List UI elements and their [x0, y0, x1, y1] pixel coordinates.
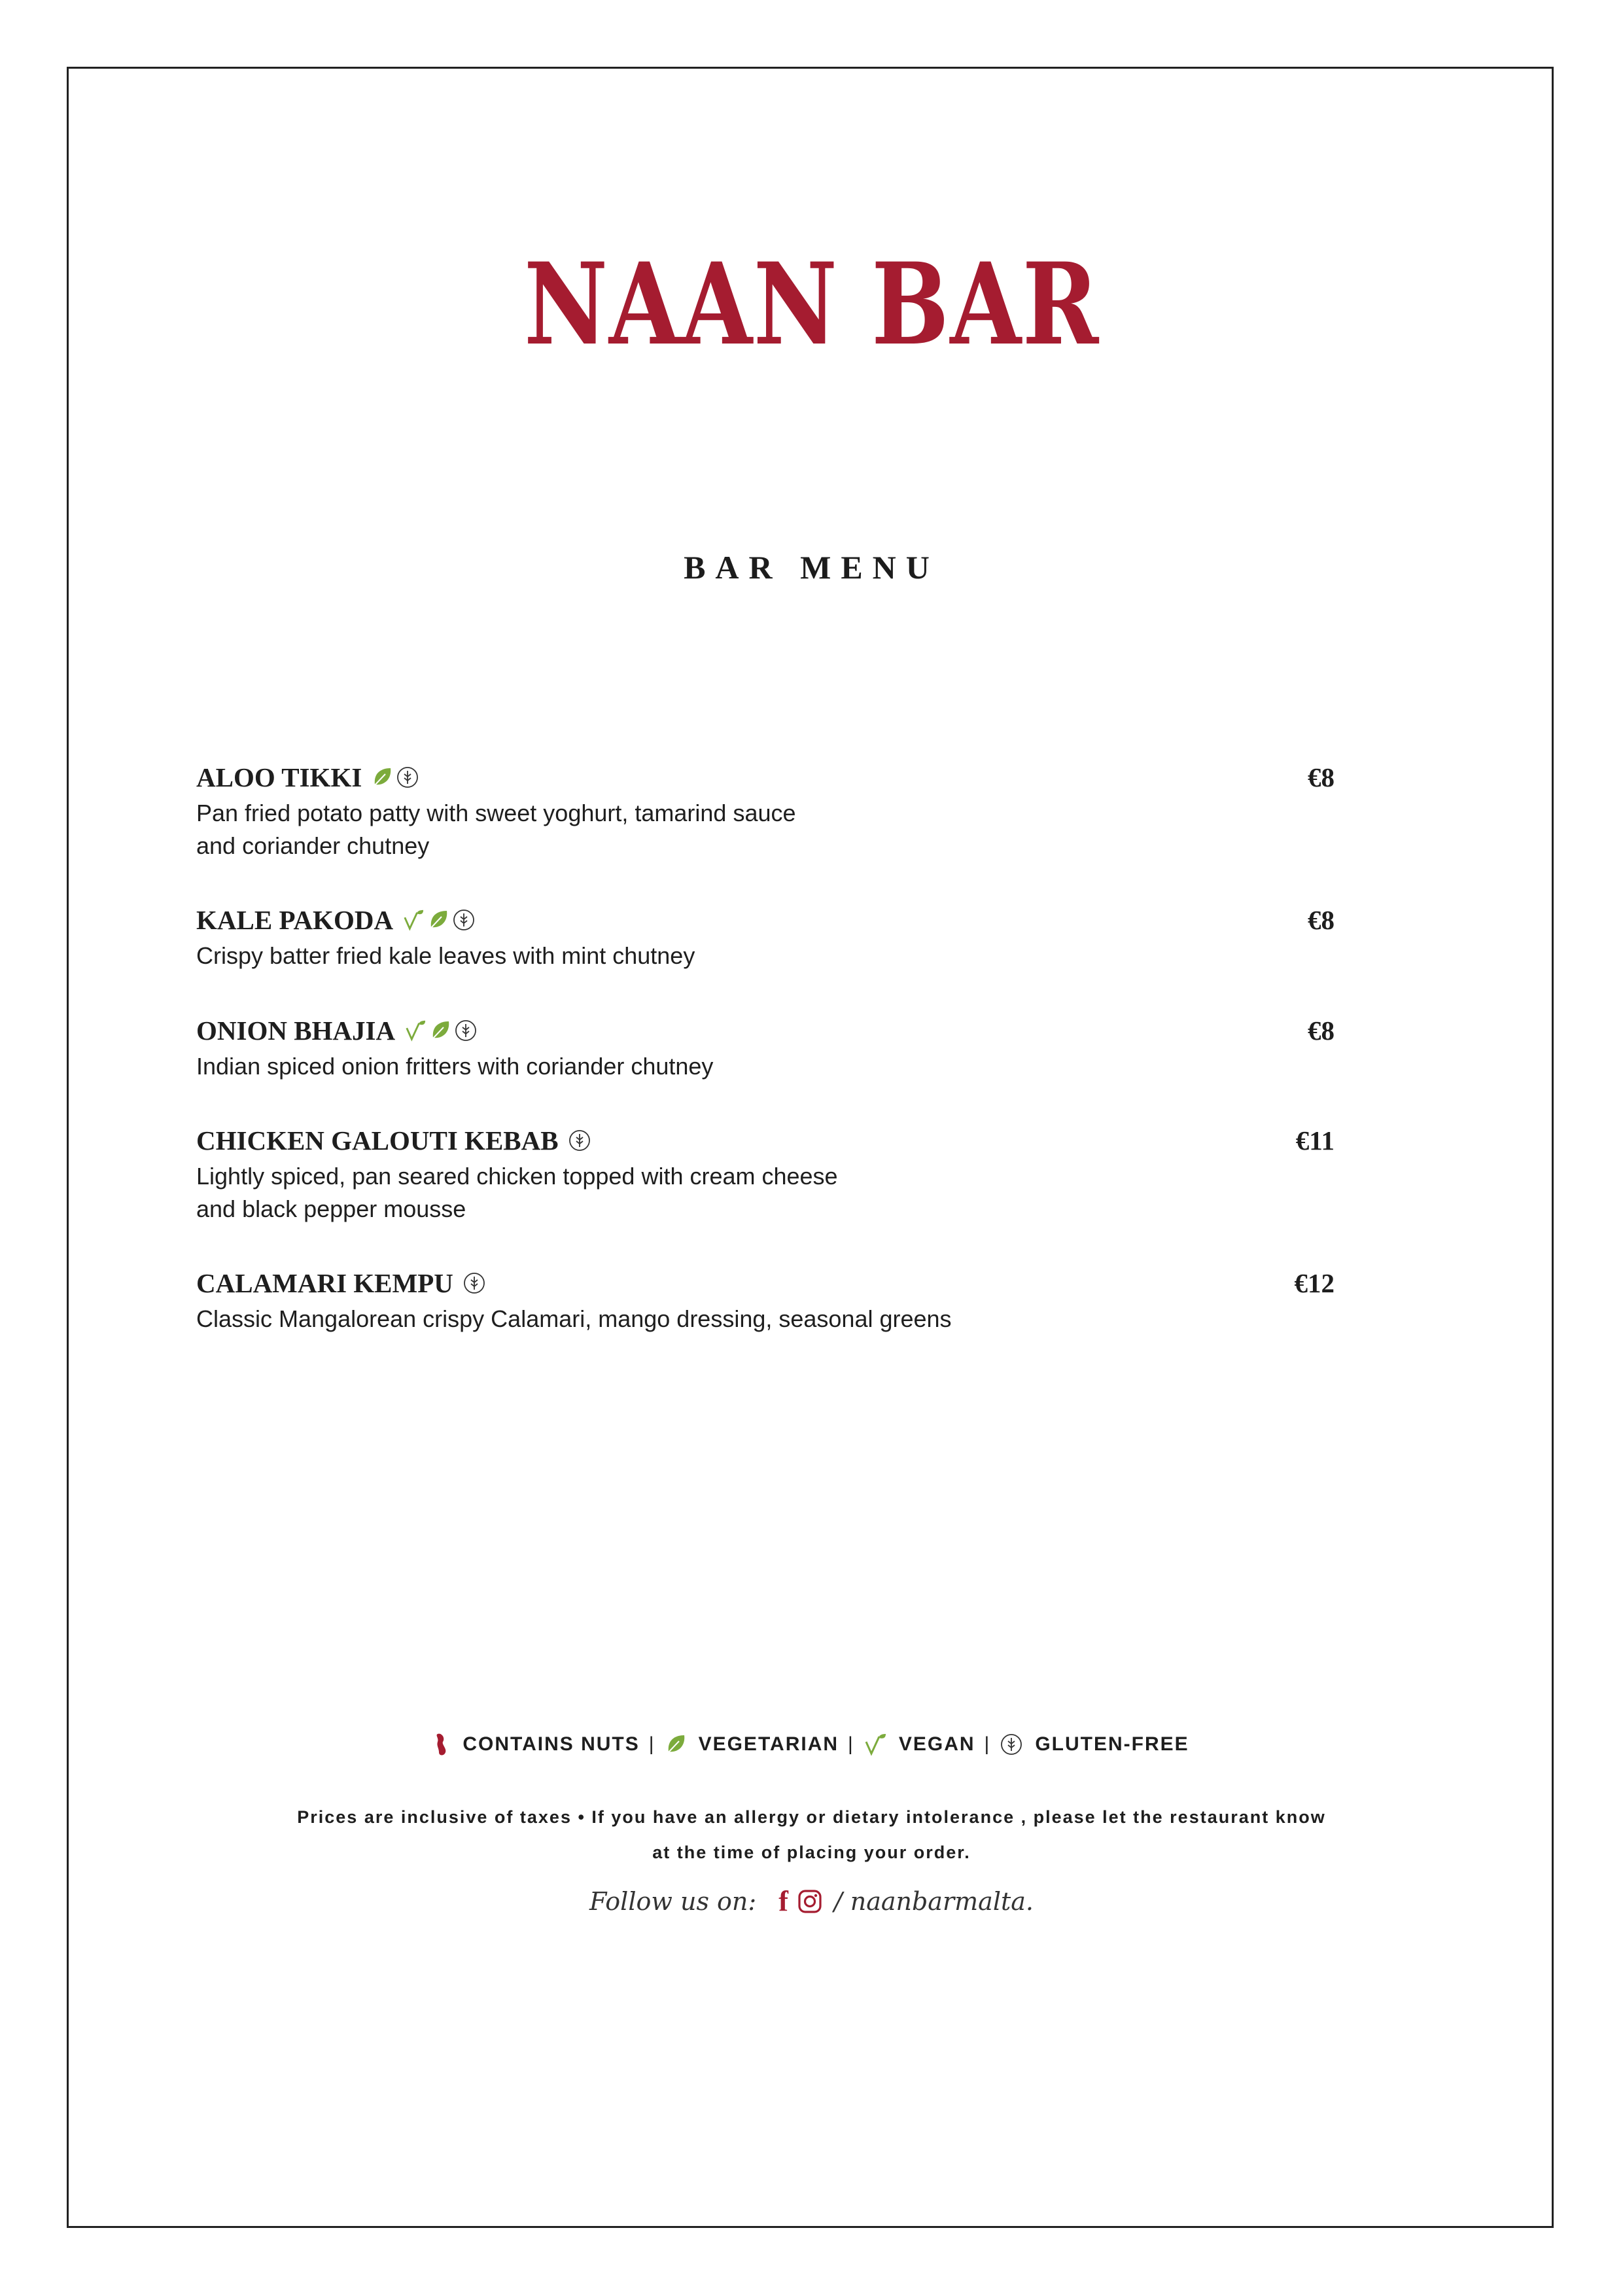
item-description-line: and black pepper mousse	[196, 1195, 466, 1222]
menu-subtitle: BAR MENU	[684, 549, 939, 586]
vegetarian-icon	[665, 1733, 687, 1756]
legend-gluten-free: GLUTEN-FREE	[1000, 1733, 1189, 1756]
allergy-note-cont: at the time of placing your order.	[652, 1843, 971, 1862]
brand-logo	[0, 238, 1623, 370]
item-description	[196, 1303, 1047, 1335]
nuts-icon	[434, 1731, 451, 1757]
item-description	[196, 1050, 1047, 1083]
item-price: €8	[1308, 762, 1335, 792]
social-handle: / naanbarmalta.	[833, 1886, 1034, 1916]
brand-name: NAAN BAR	[523, 238, 1100, 370]
instagram-icon[interactable]	[797, 1889, 822, 1914]
item-description	[196, 797, 1047, 862]
item-price: €12	[1294, 1268, 1335, 1298]
menu-item	[196, 902, 1335, 972]
item-description	[196, 940, 1047, 972]
gluten-free-icon	[454, 1019, 478, 1042]
item-description-line: and coriander chutney	[196, 832, 430, 859]
facebook-icon[interactable]: f	[778, 1885, 788, 1917]
legend-vegetarian: VEGETARIAN	[665, 1733, 839, 1756]
item-description-line: Crispy batter fried kale leaves with mint chutney	[196, 942, 695, 969]
social-follow	[0, 1884, 1623, 1918]
menu-item	[196, 1122, 1335, 1226]
vegetarian-icon	[429, 1019, 451, 1042]
vegetarian-icon	[371, 766, 393, 788]
gluten-free-icon	[452, 908, 476, 932]
item-description-line: Lightly spiced, pan seared chicken topped with cream cheese	[196, 1163, 838, 1190]
legend-vegan: VEGAN	[864, 1733, 975, 1756]
vegan-icon	[404, 1019, 427, 1042]
dietary-legend: CONTAINS NUTS | VEGETARIAN | VEGAN | GLUTEN-FREE	[0, 1731, 1623, 1757]
item-price: €8	[1308, 1016, 1335, 1046]
item-name: CHICKEN GALOUTI KEBAB	[196, 1125, 559, 1156]
item-description-line: Pan fried potato patty with sweet yoghurt, tamarind sauce	[196, 800, 796, 826]
gluten-free-icon	[568, 1129, 591, 1152]
legend-nuts: CONTAINS NUTS	[434, 1731, 639, 1757]
vegan-icon	[864, 1733, 887, 1756]
gluten-free-icon	[1000, 1733, 1023, 1756]
item-name: CALAMARI KEMPU	[196, 1268, 453, 1298]
menu-item	[196, 1012, 1335, 1083]
item-name: ALOO TIKKI	[196, 762, 362, 792]
allergy-note: Prices are inclusive of taxes • If you have an allergy or dietary intolerance , please let the restaurant know	[297, 1807, 1326, 1827]
follow-label: Follow us on:	[589, 1886, 757, 1916]
item-price: €11	[1295, 1125, 1335, 1156]
item-name: ONION BHAJIA	[196, 1016, 396, 1046]
vegan-icon	[402, 909, 425, 931]
menu-item	[196, 759, 1335, 862]
gluten-free-icon	[396, 766, 419, 789]
item-price: €8	[1308, 905, 1335, 935]
item-description-line: Indian spiced onion fritters with coriander chutney	[196, 1053, 714, 1080]
item-description-line: Classic Mangalorean crispy Calamari, mango dressing, seasonal greens	[196, 1305, 952, 1332]
item-name: KALE PAKODA	[196, 905, 394, 935]
vegetarian-icon	[427, 909, 449, 931]
gluten-free-icon	[462, 1271, 486, 1295]
menu-item	[196, 1265, 1335, 1335]
item-description	[196, 1160, 1047, 1226]
